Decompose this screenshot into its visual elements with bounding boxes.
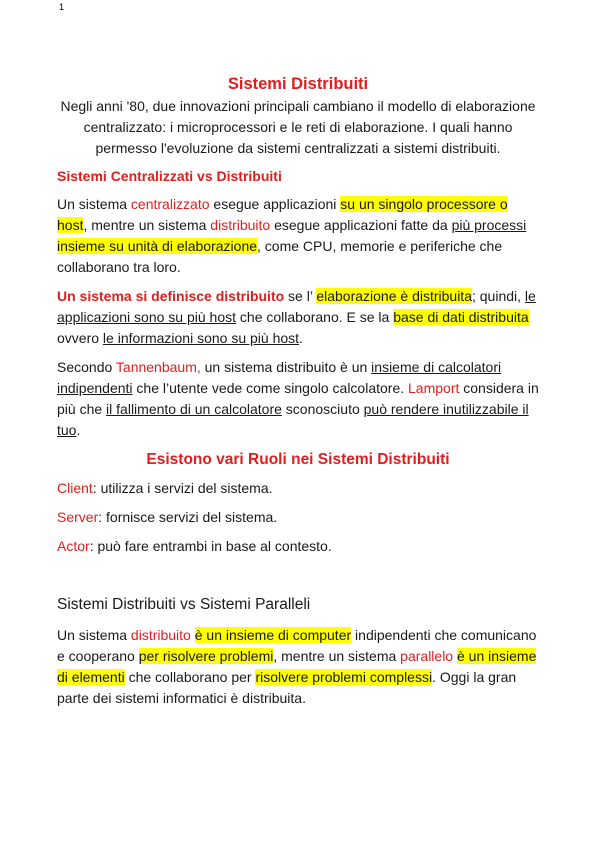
- text-span: .: [299, 330, 303, 346]
- role-name: Client: [57, 480, 93, 496]
- spacer: [57, 565, 539, 594]
- underline-info-multiple-hosts: le informazioni sono su più host: [102, 330, 300, 346]
- page-number: 1: [59, 2, 65, 12]
- underline-multiple-processes: più processi: [451, 217, 527, 233]
- highlight-distributed-database: base di dati distribuita: [393, 309, 529, 325]
- text-span: considera in più che: [57, 380, 539, 417]
- highlight-processing-units: insieme su unità di elaborazione: [57, 238, 258, 254]
- text-span: che collaborano. E se la: [236, 309, 394, 325]
- role-actor: [57, 536, 539, 557]
- keyword-distributed-definition: Un sistema si definisce distribuito: [57, 288, 285, 304]
- role-description: : fornisce servizi del sistema.: [98, 509, 278, 525]
- role-description: : utilizza i servizi del sistema.: [92, 480, 273, 496]
- intro-paragraph: Negli anni '80, due innovazioni principali cambiano il modello di elaborazione centralizzato: i microprocessori e le reti di elaborazione. I quali hanno permesso l'evoluzione da sistemi centralizzati a sistemi distribuiti.: [60, 98, 536, 156]
- text-span: se l’: [284, 288, 317, 304]
- role-server: [57, 507, 539, 528]
- text-span: , mentre un sistema: [273, 648, 401, 664]
- text-span: . Oggi la gran parte dei sistemi informatici è distribuita.: [57, 669, 517, 706]
- document-title: Sistemi Distribuiti: [227, 75, 369, 93]
- role-name: Actor: [57, 538, 90, 554]
- text-span: Un sistema: [57, 627, 131, 643]
- name-lamport: Lamport: [408, 380, 460, 396]
- role-name: Server: [57, 509, 99, 525]
- text-span: ; quindi,: [471, 288, 525, 304]
- text-span: che collaborano per: [124, 669, 256, 685]
- paragraph-tannenbaum-lamport: [57, 357, 539, 441]
- highlight-distributed-processing: elaborazione è distribuita: [316, 288, 472, 304]
- underline-computer-failure: il fallimento di un calcolatore: [106, 401, 282, 417]
- name-tannenbaum: Tannenbaum,: [115, 359, 201, 375]
- text-span: che l’utente vede come singolo calcolatore.: [132, 380, 409, 396]
- paragraph-distributed-definition: [57, 286, 539, 349]
- highlight-set-of-elements: è un insieme di elementi: [57, 648, 537, 685]
- section-heading-centralized-vs-distributed: Sistemi Centralizzati vs Distribuiti: [57, 168, 282, 184]
- underline-unusable: può rendere inutilizzabile il tuo: [57, 401, 529, 438]
- highlight-solve-problems: per risolvere problemi: [138, 648, 274, 664]
- highlight-single-host: su un singolo processore o host: [57, 196, 508, 233]
- paragraph-centralized-vs-distributed: [57, 194, 539, 278]
- role-client: [57, 478, 539, 499]
- text-span: esegue applicazioni fatte da: [270, 217, 452, 233]
- text-span: sconosciuto: [281, 401, 364, 417]
- highlight-set-of-computers: è un insieme di computer: [194, 627, 352, 643]
- text-span: Un sistema: [57, 196, 131, 212]
- text-span: ovvero: [57, 330, 103, 346]
- text-span: .: [76, 422, 81, 438]
- text-span: indipendenti che comunicano e cooperano: [57, 627, 537, 664]
- document-body: [57, 73, 539, 717]
- keyword-parallel: parallelo: [400, 648, 454, 664]
- text-span: , come CPU, memorie e periferiche che collaborano tra loro.: [57, 238, 503, 275]
- text-span: esegue applicazioni: [209, 196, 341, 212]
- paragraph-distributed-vs-parallel: [57, 625, 539, 709]
- keyword-centralized: centralizzato: [130, 196, 210, 212]
- section-heading-distributed-vs-parallel: Sistemi Distribuiti vs Sistemi Paralleli: [57, 596, 311, 613]
- section-heading-roles: Esistono vari Ruoli nei Sistemi Distribuiti: [146, 451, 450, 468]
- keyword-distributed: distribuito: [130, 627, 191, 643]
- text-span: Secondo: [57, 359, 116, 375]
- text-span: un sistema distribuito è un: [200, 359, 372, 375]
- highlight-complex-problems: risolvere problemi complessi: [255, 669, 433, 685]
- text-span: , mentre un sistema: [83, 217, 211, 233]
- underline-independent-computers: insieme di calcolatori indipendenti: [57, 359, 502, 396]
- keyword-distributed: distribuito: [210, 217, 271, 233]
- underline-apps-multiple-hosts: le applicazioni sono su più host: [57, 288, 536, 325]
- role-description: : può fare entrambi in base al contesto.: [89, 538, 332, 554]
